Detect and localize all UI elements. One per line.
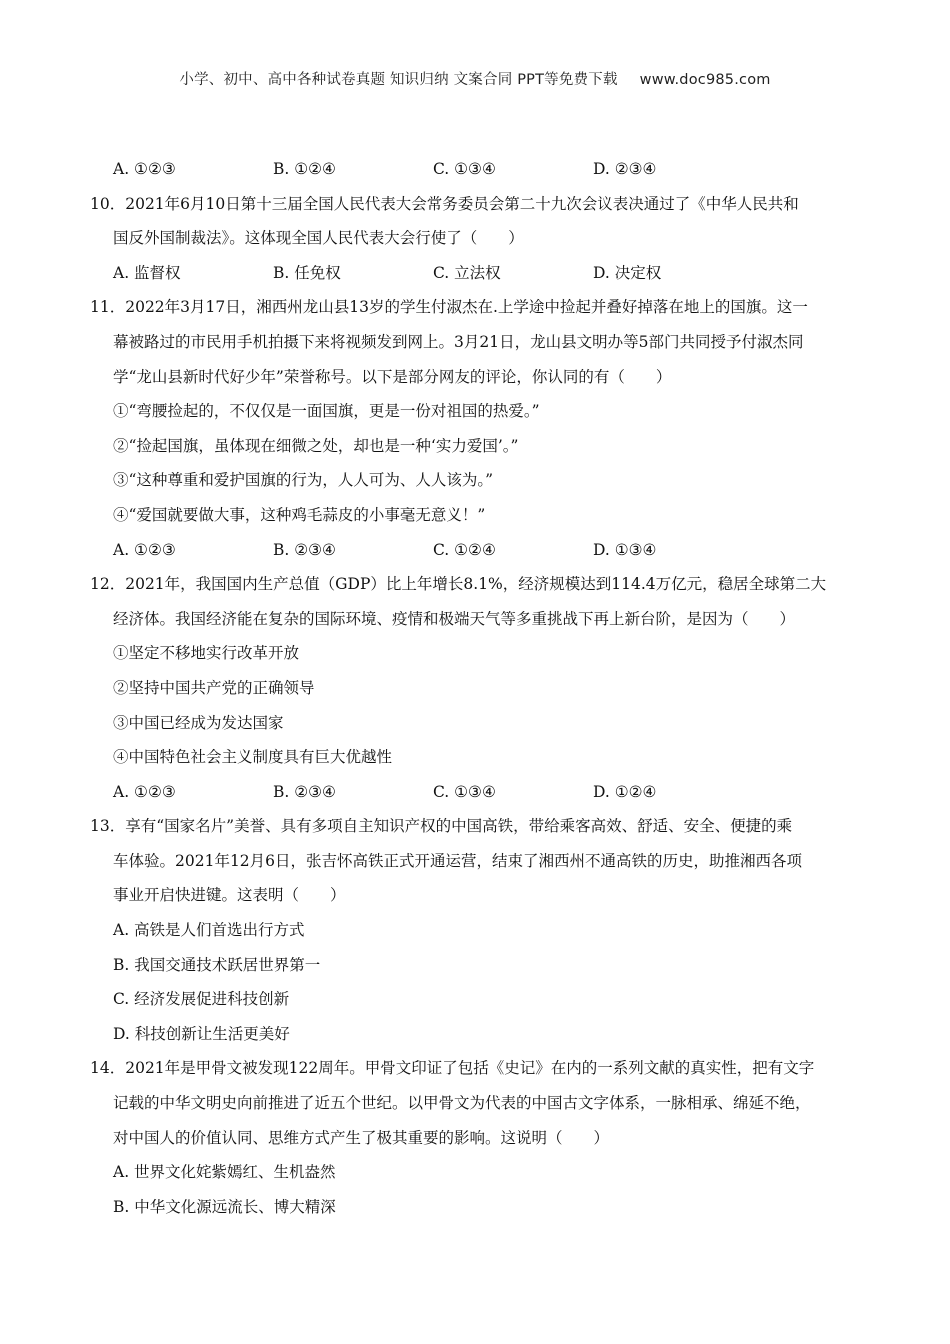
q11-item-3: ③“这种尊重和爱护国旗的行为，人人可为、人人该为。” <box>113 471 494 490</box>
q11-stem-line2: 幕被路过的市民用手机拍摄下来将视频发到网上。3月21日，龙山县文明办等5部门共同授予付淑杰同 <box>113 332 804 351</box>
page-header <box>0 68 950 89</box>
q13-stem-line3: 事业开启快进键。这表明（ ） <box>113 886 346 905</box>
q9-option-d: D. ②③④ <box>593 160 657 178</box>
q14-stem-line3: 对中国人的价值认同、思维方式产生了极其重要的影响。这说明（ ） <box>113 1128 610 1147</box>
q9-options <box>90 156 880 191</box>
q11-item-1: ①“弯腰捡起的，不仅仅是一面国旗，更是一份对祖国的热爱。” <box>113 402 540 421</box>
q9-option-c: C. ①③④ <box>433 160 496 178</box>
header-url[interactable]: www.doc985.com <box>639 72 771 88</box>
q11-option-b: B. ②③④ <box>273 540 336 559</box>
q11-options <box>90 537 880 572</box>
q14-option-a: A. 世界文化姹紫嫣红、生机盎然 <box>113 1163 336 1182</box>
q12-item-2: ②坚持中国共产党的正确领导 <box>113 678 315 697</box>
q10-option-b: B. 任免权 <box>273 263 341 282</box>
q11-item-4: ④“爱国就要做大事，这种鸡毛蒜皮的小事毫无意义！” <box>113 505 486 524</box>
q12-item-3: ③中国已经成为发达国家 <box>113 713 284 732</box>
q11-option-c: C. ①②④ <box>433 540 496 559</box>
q14-stem-line2: 记载的中华文明史向前推进了近五个世纪。以甲骨文为代表的中国古文字体系，一脉相承、绵延不绝， <box>113 1094 811 1113</box>
q11-option-d: D. ①③④ <box>593 540 657 559</box>
q10-option-a: A. 监督权 <box>113 263 181 282</box>
q10-options <box>90 260 880 295</box>
q11-item-2: ②“捡起国旗，虽体现在细微之处，却也是一种‘实力爱国’。” <box>113 436 519 455</box>
q10-option-c: C. 立法权 <box>433 263 501 282</box>
q14-option-b: B. 中华文化源远流长、博大精深 <box>113 1197 336 1216</box>
q14-stem-line1: 14．2021年是甲骨文被发现122周年。甲骨文印证了包括《史记》在内的一系列文献的真实性，把有文字 <box>90 1059 815 1078</box>
q11-option-a: A. ①②③ <box>113 540 176 559</box>
q10-stem-line1: 10．2021年6月10日第十三届全国人民代表大会常务委员会第二十九次会议表决通过了《中华人民共和 <box>90 194 799 213</box>
q9-option-b: B. ①②④ <box>273 160 336 178</box>
q10-stem-line2: 国反外国制裁法》。这体现全国人民代表大会行使了（ ） <box>113 229 524 248</box>
q12-item-4: ④中国特色社会主义制度具有巨大优越性 <box>113 748 393 767</box>
header-text: 小学、初中、高中各种试卷真题 知识归纳 文案合同 PPT等免费下载 <box>179 72 618 88</box>
q13-option-b: B. 我国交通技术跃居世界第一 <box>113 955 321 974</box>
exam-content <box>90 156 880 1228</box>
q12-item-1: ①坚定不移地实行改革开放 <box>113 644 300 663</box>
q12-option-d: D. ①②④ <box>593 782 657 801</box>
q13-option-a: A. 高铁是人们首选出行方式 <box>113 921 305 940</box>
q11-stem-line1: 11．2022年3月17日，湘西州龙山县13岁的学生付淑杰在.上学途中捡起并叠好掉落在地上的国旗。这一 <box>90 298 808 317</box>
q12-option-b: B. ②③④ <box>273 782 336 801</box>
q12-stem-line2: 经济体。我国经济能在复杂的国际环境、疫情和极端天气等多重挑战下再上新台阶，是因为（ ） <box>113 609 796 628</box>
q13-stem-line1: 13．享有“国家名片”美誉、具有多项自主知识产权的中国高铁，带给乘客高效、舒适、安全、便捷的乘 <box>90 817 793 836</box>
q9-option-a: A. ①②③ <box>113 160 176 178</box>
q13-option-d: D. 科技创新让生活更美好 <box>113 1024 290 1043</box>
q12-options <box>90 779 880 814</box>
q12-option-a: A. ①②③ <box>113 782 176 801</box>
q12-stem-line1: 12．2021年，我国国内生产总值（GDP）比上年增长8.1%，经济规模达到114.4万亿元，稳居全球第二大 <box>90 575 827 594</box>
q13-stem-line2: 车体验。2021年12月6日，张吉怀高铁正式开通运营，结束了湘西州不通高铁的历史，助推湘西各项 <box>113 851 803 870</box>
q10-option-d: D. 决定权 <box>593 263 662 282</box>
q12-option-c: C. ①③④ <box>433 782 496 801</box>
q11-stem-line3: 学“龙山县新时代好少年”荣誉称号。以下是部分网友的评论，你认同的有（ ） <box>113 367 672 386</box>
q13-option-c: C. 经济发展促进科技创新 <box>113 990 290 1009</box>
